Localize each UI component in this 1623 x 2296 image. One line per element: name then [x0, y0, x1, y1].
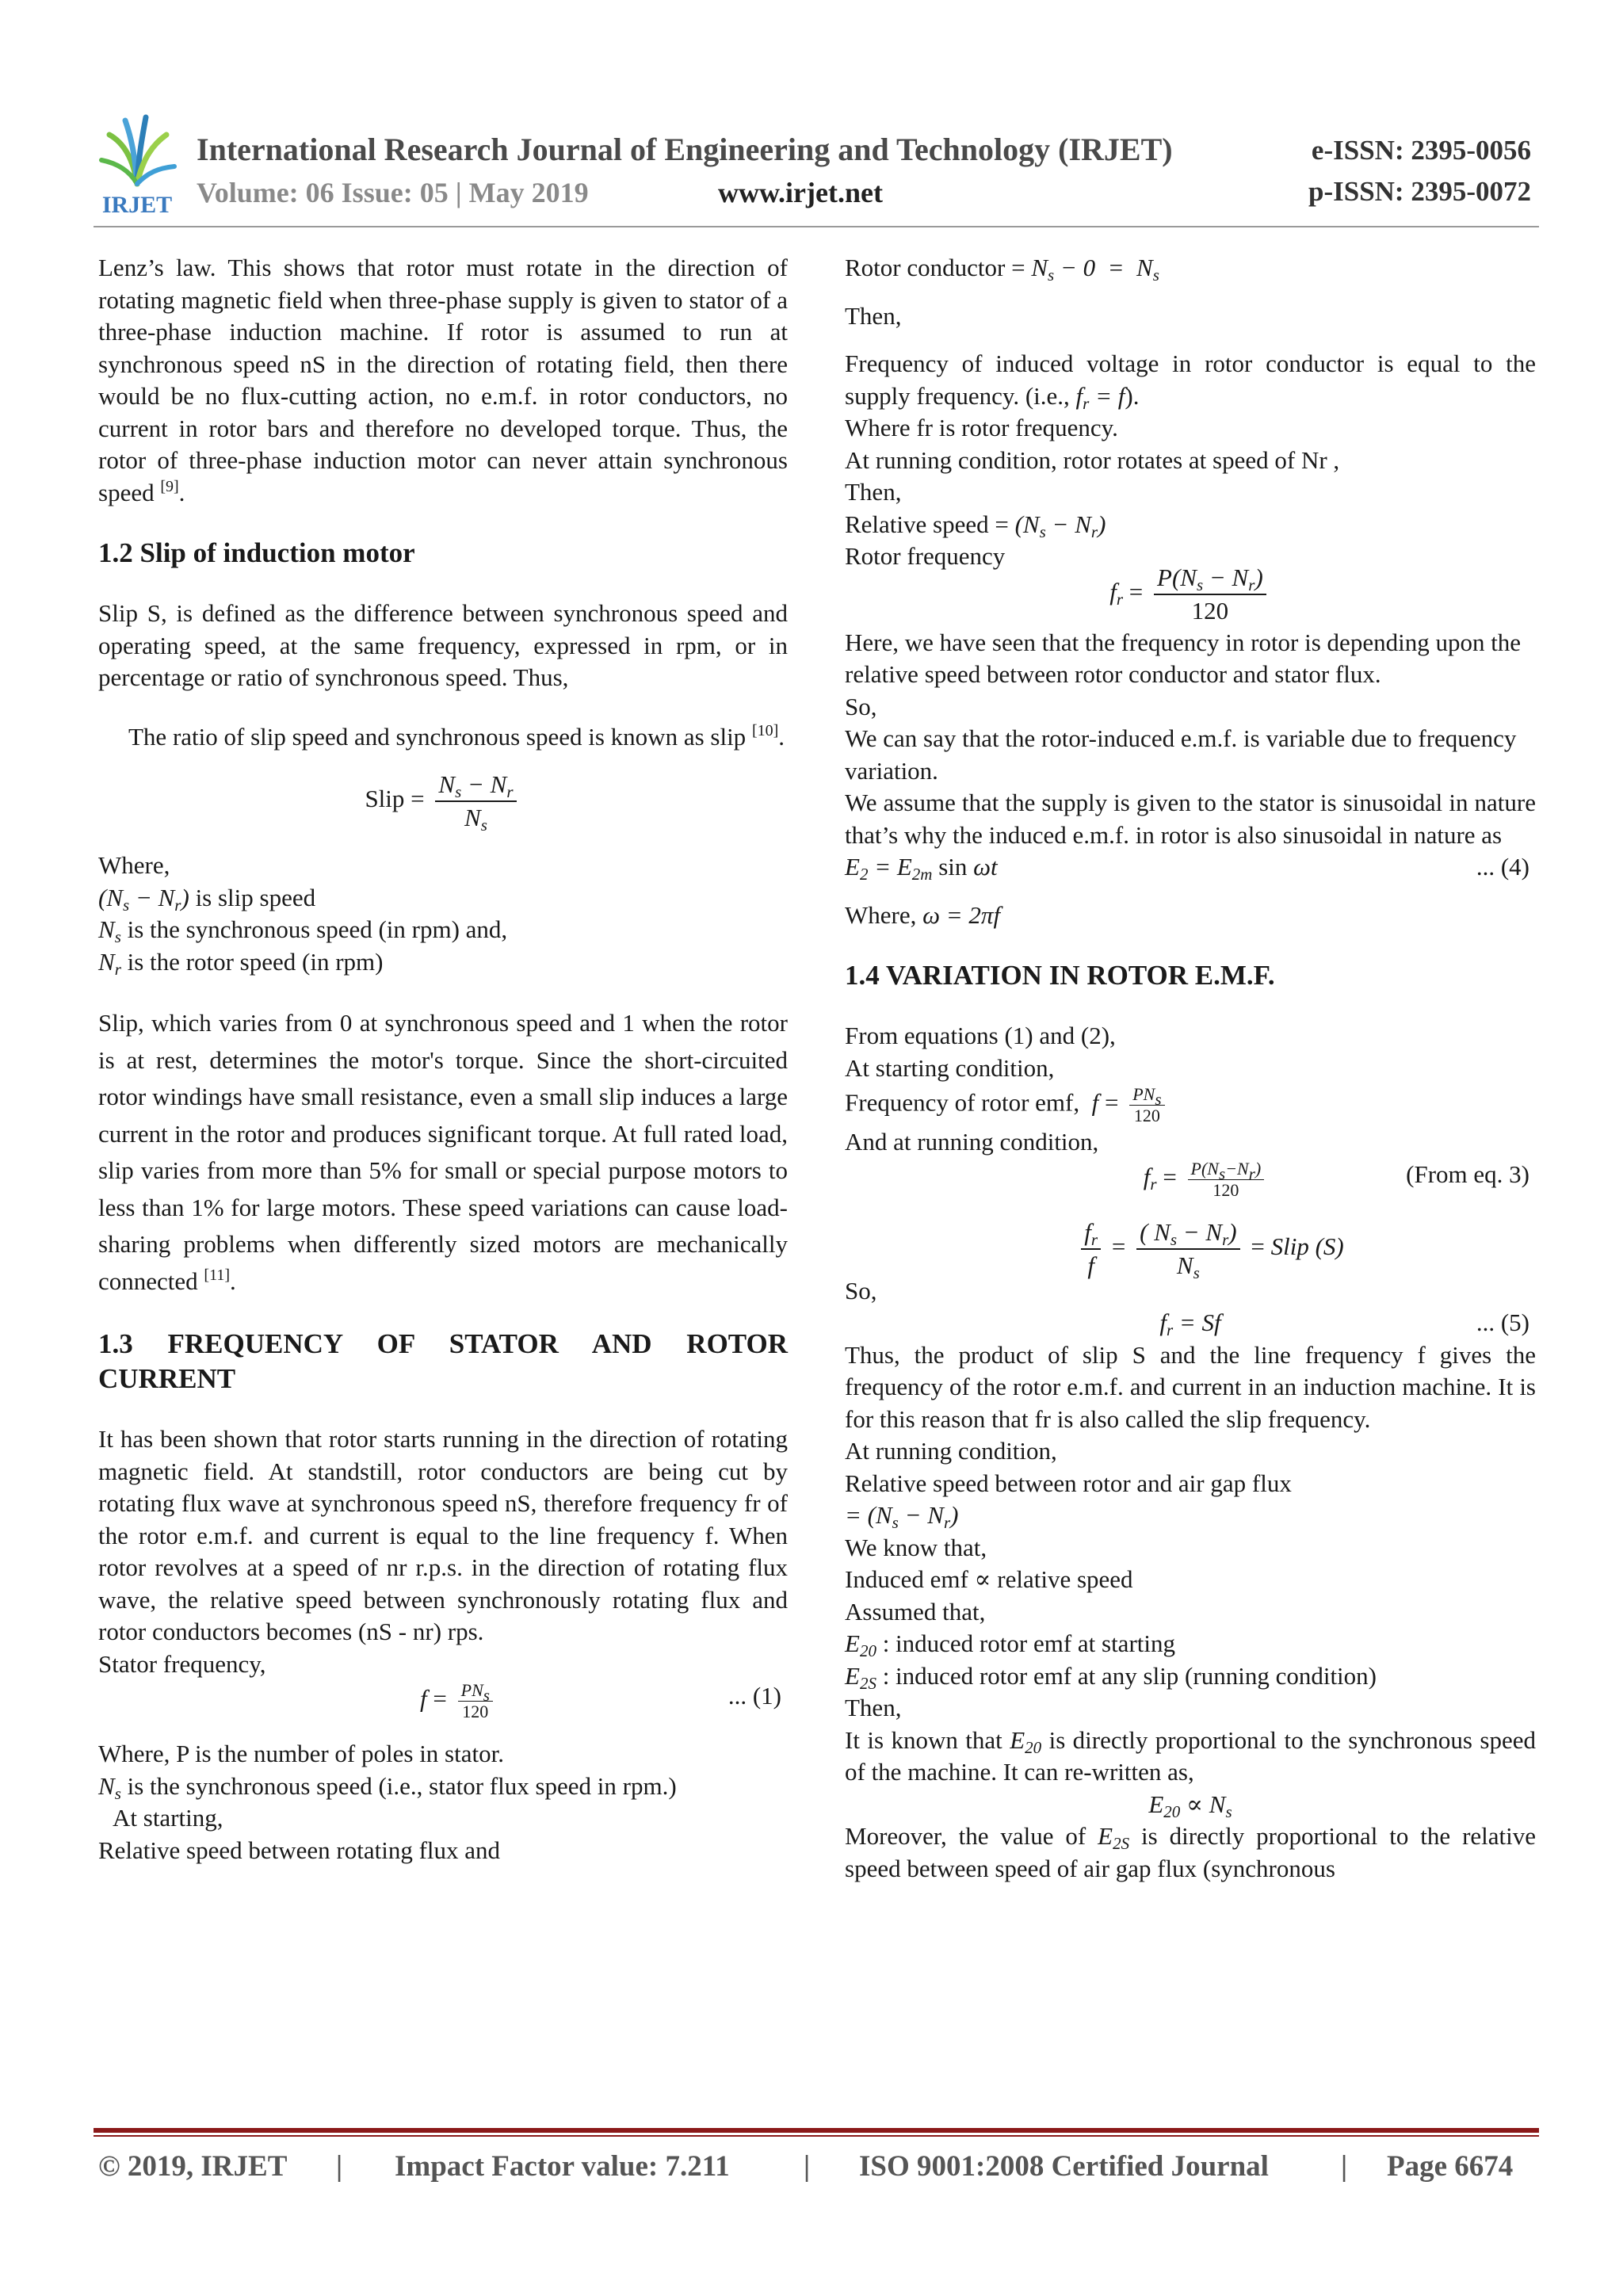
induced-emf-proportional: Induced emf ∝ relative speed [845, 1565, 1133, 1593]
paragraph-emf-variable: We can say that the rotor-induced e.m.f. is variable due to frequency variation. [845, 724, 1517, 785]
induced-voltage-frequency: Frequency of induced voltage in rotor conductor is equal to the supply frequency. (i.e., $f_r = f$). [845, 350, 1536, 413]
footer-impact-factor: Impact Factor value: 7.211 [395, 2150, 730, 2183]
paragraph-rotor-frequency: It has been shown that rotor starts running in the direction of rotating magnetic field. At standstill, rotor conductors are being cut by rotating flux wave at synchronous speed nS, therefore frequency fr of the rotor e.m.f. and current is equal to the line frequency f. When rotor revolves at a speed of nr r.p.s. in the direction of rotating flux wave, the relative speed between synchronously rotating flux and rotor conductors becomes (nS - nr) rps. [98, 1425, 788, 1645]
relative-speed-air-gap-eq: = $(N_s - N_r)$ [845, 1501, 959, 1532]
relative-speed-eq: Relative speed = $(N_s - N_r)$ [845, 510, 1106, 541]
at-starting-condition: At starting condition, [845, 1053, 1055, 1082]
right-column [845, 252, 1536, 1885]
p-issn: p-ISSN: 2395-0072 [1308, 176, 1531, 207]
footer-iso: ISO 9001:2008 Certified Journal [859, 2150, 1269, 2183]
equation-fr-running: $f_r$ = $\frac{P(N_s-N_r)}{120}$ (From eq. 3) [1143, 1158, 1529, 1200]
footer-divider-thick [94, 2128, 1539, 2133]
at-starting-label: At starting, [113, 1804, 223, 1832]
paragraph-relative-speed: Here, we have seen that the frequency in rotor is depending upon the relative speed between rotor conductor and stator flux. [845, 628, 1522, 688]
footer-separator: | [336, 2150, 343, 2183]
equation-5: $f_r = Sf$ ... (5) [1159, 1308, 1529, 1339]
omega-def: Where, ω = 2πf [845, 900, 1001, 929]
slip-ratio-eq: $\frac{f_r}{f}$ = $\frac{( N_s - N_r)}{N_s}$ = Slip (S) [845, 1217, 1536, 1282]
footer-page-number: Page 6674 [1387, 2150, 1514, 2183]
then-label-2: Then, [845, 478, 902, 506]
volume-issue: Volume: 06 Issue: 05 | May 2019 [197, 177, 589, 208]
stator-frequency-label: Stator frequency, [98, 1649, 266, 1678]
paragraph-slip-torque: Slip, which varies from 0 at synchronous speed and 1 when the rotor is at rest, determines the motor's torque. Since the short-circuited rotor windings have small resistance, even a small slip induces a large current in the rotor and produces significant torque. At full rated load, slip varies from more than 5% for small or special purpose motors to less than 1% for large motors. These speed variations can cause load-sharing problems when differently sized motors are mechanically connected [11]. [98, 1009, 788, 1295]
relative-speed-label: Relative speed between rotating flux and [98, 1836, 501, 1864]
then-label-3: Then, [845, 1694, 902, 1721]
equation-1: f = $\frac{PN_s}{120}$ ... (1) [420, 1680, 781, 1721]
website-link[interactable]: www.irjet.net [718, 177, 883, 208]
rotor-emf-frequency-eq: Frequency of rotor emf, f = $\frac{PN_s}{120}$ [845, 1084, 1536, 1126]
e2s-def: $E_{2S}$ : induced rotor emf at any slip (running condition) [845, 1661, 1377, 1693]
rotor-frequency-label: Rotor frequency [845, 542, 1006, 570]
paragraph-e2s-proportional: Moreover, the value of $E_{2S}$ is directly proportional to the relative speed between speed of air gap flux (synchronous [845, 1822, 1537, 1882]
rotor-conductor-eq: Rotor conductor = $N_s - 0 = N_s$ [845, 254, 1159, 285]
at-running-condition-2: At running condition, [845, 1437, 1057, 1465]
paragraph-lenz: Lenz’s law. This shows that rotor must rotate in the direction of rotating magnetic field when three-phase supply is given to stator of a three-phase induction machine. If rotor is assumed to run at synchronous speed nS in the direction of rotating field, then there would be no flux-cutting action, no e.m.f. in rotor conductors, no current in rotor bars and therefore no developed torque. Thus, the rotor of three-phase induction motor can never attain synchronous speed [9]. [98, 254, 788, 506]
footer-separator: | [1341, 2150, 1348, 2183]
from-equations: From equations (1) and (2), [845, 1022, 1116, 1049]
fr-def: Where fr is rotor frequency. [845, 414, 1118, 441]
then-label-1: Then, [845, 301, 902, 330]
assumed-label: Assumed that, [845, 1597, 986, 1626]
header-divider [94, 226, 1539, 227]
journal-title: International Research Journal of Engineering and Technology (IRJET) [197, 132, 1173, 167]
where-label: Where, [98, 851, 170, 879]
running-condition-speed: At running condition, rotor rotates at speed of Nr , [845, 445, 1340, 474]
paragraph-sinusoidal: We assume that the supply is given to the stator is sinusoidal in nature that’s why the induced e.m.f. in rotor is also sinusoidal in nature as [845, 789, 1536, 849]
so-label-2: So, [845, 1276, 877, 1305]
irjet-logo [94, 111, 181, 222]
slip-speed-def: $(N_s - N_r)$ is slip speed [98, 883, 316, 915]
svg-text:IRJET: IRJET [101, 192, 173, 218]
section-heading-1-2: 1.2 Slip of induction motor [98, 537, 415, 568]
and-running-condition: And at running condition, [845, 1128, 1099, 1156]
equation-4: $E_2 = E_{2m}$ sin ωt ... (4) [845, 853, 1529, 884]
footer-copyright: © 2019, IRJET [98, 2150, 288, 2183]
relative-speed-air-gap: Relative speed between rotor and air gap flux [845, 1469, 1292, 1497]
e20-proportional-eq: $E_{20} \propto N_s$ [1148, 1790, 1232, 1821]
e-issn: e-ISSN: 2395-0056 [1311, 135, 1531, 166]
section-heading-1-4: 1.4 VARIATION IN ROTOR E.M.F. [845, 960, 1275, 991]
paragraph-slip-frequency: Thus, the product of slip S and the line frequency f gives the frequency of the rotor e.m.f. and current in an induction machine. It is for this reason that fr is also called the slip frequency. [845, 1340, 1536, 1433]
nr-def: $N_r$ is the rotor speed (in rpm) [98, 947, 384, 979]
footer-separator: | [804, 2150, 811, 2183]
we-know-label: We know that, [845, 1533, 987, 1561]
paragraph-slip-ratio: The ratio of slip speed and synchronous speed is known as slip [10]. [128, 721, 785, 751]
poles-def: Where, P is the number of poles in stator. [98, 1740, 504, 1767]
e20-def: $E_{20}$ : induced rotor emf at starting [845, 1629, 1175, 1660]
section-heading-1-3: 1.3 FREQUENCY OF STATOR AND ROTOR CURRENT [98, 1328, 788, 1394]
slip-equation: Slip = $\frac{N_s - N_r}{N_s}$ [98, 769, 788, 834]
paragraph-e20-proportional: It is known that $E_{20}$ is directly proportional to the synchronous speed of the machine. It can re-written as, [845, 1725, 1537, 1786]
ns-def: $N_s$ is the synchronous speed (in rpm) and, [98, 915, 508, 946]
left-column [98, 252, 788, 1866]
paragraph-slip-definition: Slip S, is defined as the difference between synchronous speed and operating speed, at the same frequency, expressed in rpm, or in percentage or ratio of synchronous speed. Thus, [98, 599, 788, 691]
page-header [94, 111, 1536, 222]
so-label-1: So, [845, 692, 877, 720]
rotor-frequency-eq: $f_r$ = $\frac{P(N_s - N_r)}{120}$ [845, 562, 1536, 627]
footer-divider-thin [94, 2135, 1539, 2137]
ns-stator-def: $N_s$ is the synchronous speed (i.e., stator flux speed in rpm.) [98, 1771, 677, 1803]
